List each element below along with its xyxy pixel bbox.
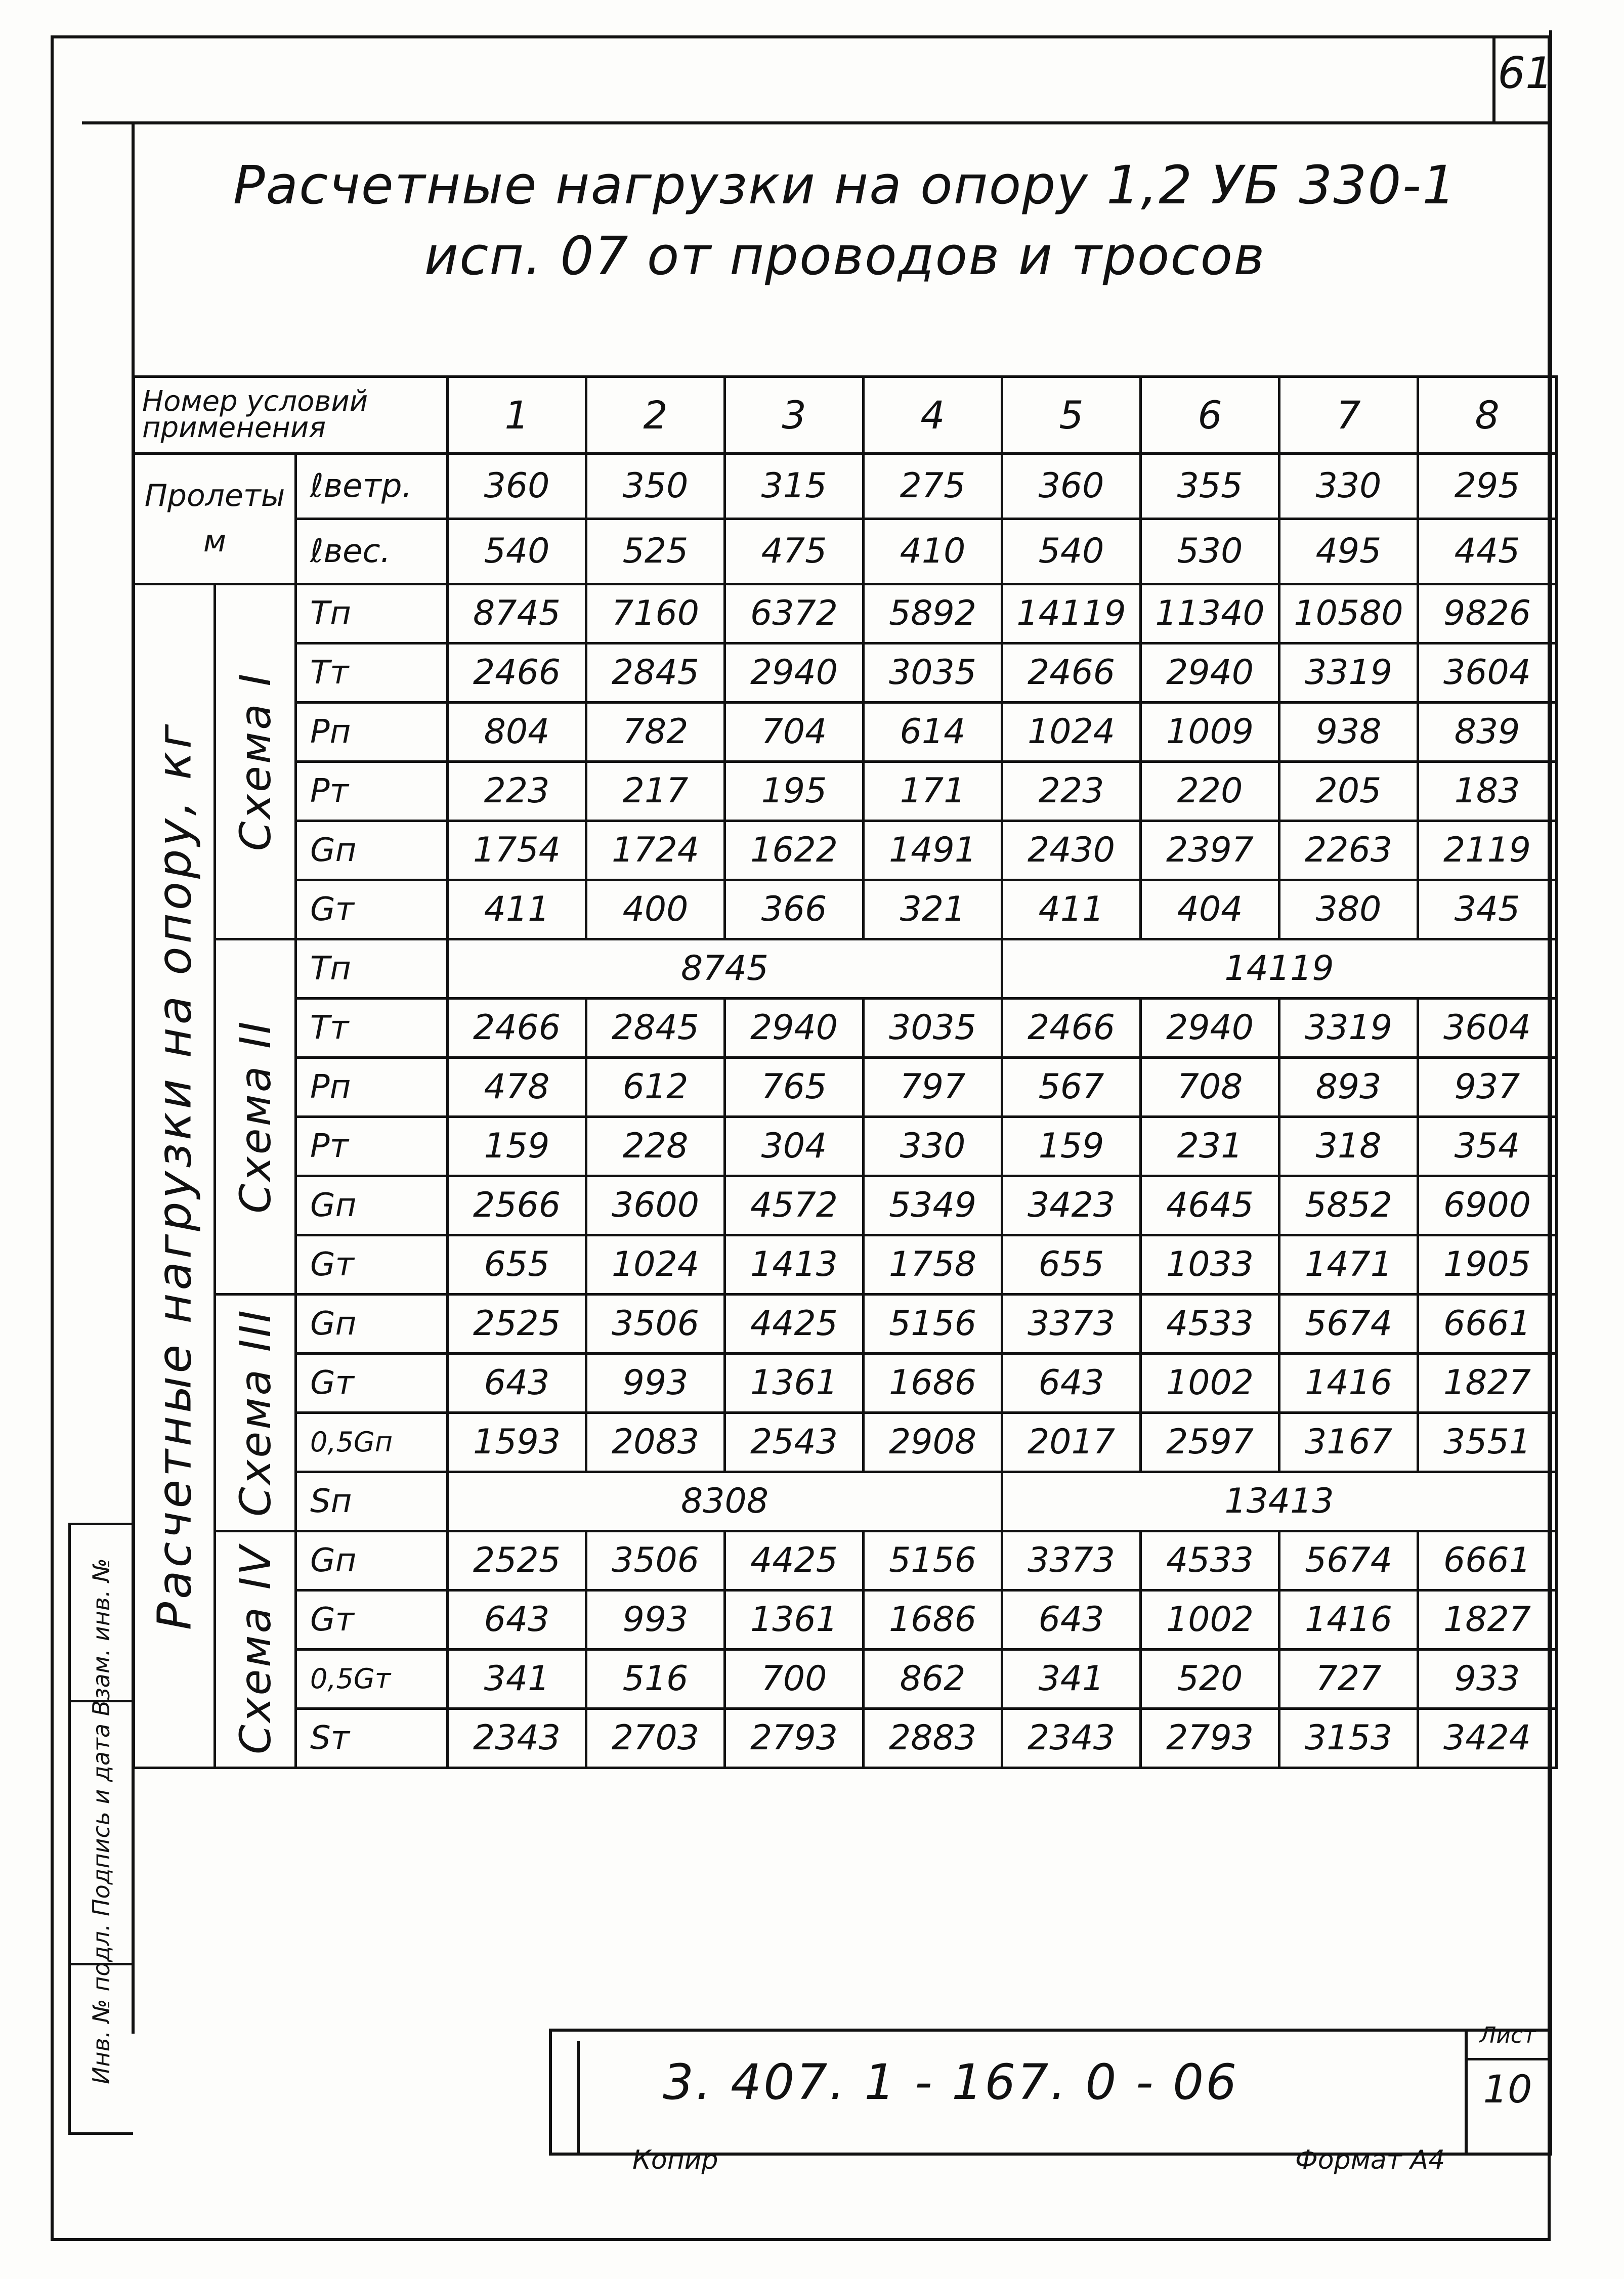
cell: 360 [1002,453,1141,519]
param-label: Gт [296,1235,448,1294]
cell: 839 [1418,702,1557,761]
cell: 275 [864,453,1002,519]
cell: 2543 [725,1412,864,1472]
cell: 1754 [448,821,586,880]
cell: 567 [1002,1057,1141,1116]
cell: 9826 [1418,584,1557,643]
cell: 993 [586,1590,725,1649]
cell: 3373 [1002,1294,1141,1353]
cell: 765 [725,1057,864,1116]
param-label: Gп [296,821,448,880]
cell: 5156 [864,1294,1002,1353]
scheme2-row [134,939,1557,998]
header-label: Номер условий применения [134,377,448,454]
cell: 3319 [1279,643,1418,702]
cell: 231 [1141,1116,1279,1176]
cell: 411 [448,880,586,939]
title-block-sheet-line [1465,2058,1552,2060]
cell: 11340 [1141,584,1279,643]
cell: 2430 [1002,821,1141,880]
param-label: Рт [296,1116,448,1176]
cell: 159 [448,1116,586,1176]
cell: 478 [448,1057,586,1116]
param-label: Sп [296,1472,448,1531]
merged-cell: 14119 [1002,939,1557,998]
scheme1-row [134,702,1557,761]
cell: 655 [1002,1235,1141,1294]
cell: 350 [586,453,725,519]
scheme1-row [134,821,1557,880]
cell: 1416 [1279,1353,1418,1412]
param-label: Рт [296,761,448,821]
cell: 700 [725,1649,864,1708]
cell: 1827 [1418,1590,1557,1649]
scheme4-row [134,1649,1557,1708]
param-label: 0,5Gт [296,1649,448,1708]
left-border [51,35,54,2241]
cell: 220 [1141,761,1279,821]
cell: 3506 [586,1294,725,1353]
document-code: 3. 407. 1 - 167. 0 - 06 [663,2054,1239,2111]
side-stamp-text: Инв. № подл. Подпись и дата Взам. инв. № [88,1558,115,2084]
col-header: 2 [586,377,725,454]
cell: 2397 [1141,821,1279,880]
cell: 4645 [1141,1176,1279,1235]
title-line-1: Расчетные нагрузки на опору 1,2 УБ 330-1 [233,154,1457,216]
scheme2-row [134,1176,1557,1235]
cell: 14119 [1002,584,1141,643]
cell: 3551 [1418,1412,1557,1472]
cell: 3600 [586,1176,725,1235]
scheme1-row [134,761,1557,821]
cell: 1491 [864,821,1002,880]
cell: 2083 [586,1412,725,1472]
param-label: ℓветр. [296,453,448,519]
param-label: Sт [296,1708,448,1768]
cell: 321 [864,880,1002,939]
cell: 2793 [725,1708,864,1768]
cell: 2940 [1141,643,1279,702]
cell: 1593 [448,1412,586,1472]
cell: 1416 [1279,1590,1418,1649]
cell: 5674 [1279,1294,1418,1353]
cell: 330 [1279,453,1418,519]
cell: 3373 [1002,1531,1141,1590]
cell: 614 [864,702,1002,761]
col-header: 5 [1002,377,1141,454]
cell: 3423 [1002,1176,1141,1235]
cell: 2908 [864,1412,1002,1472]
cell: 6372 [725,584,864,643]
cell: 5156 [864,1531,1002,1590]
loads-vertical-label: Расчетные нагрузки на опору, кг [134,584,215,1768]
title-block-left [549,2029,552,2155]
param-label: Рп [296,1057,448,1116]
merged-cell: 8308 [448,1472,1002,1531]
cell: 495 [1279,519,1418,584]
cell: 1471 [1279,1235,1418,1294]
cell: 7160 [586,584,725,643]
stamp-line [68,2132,133,2135]
cell: 8745 [448,584,586,643]
sheet-number: 10 [1483,2067,1532,2112]
cell: 2466 [1002,643,1141,702]
cell: 2343 [448,1708,586,1768]
param-label: Тп [296,584,448,643]
param-label: Тт [296,998,448,1057]
param-label: Gт [296,1353,448,1412]
cell: 782 [586,702,725,761]
cell: 183 [1418,761,1557,821]
cell: 933 [1418,1649,1557,1708]
cell: 3604 [1418,643,1557,702]
scheme4-row [134,1531,1557,1590]
cell: 6661 [1418,1294,1557,1353]
cell: 318 [1279,1116,1418,1176]
scheme1-row [134,584,1557,643]
cell: 704 [725,702,864,761]
cell: 5852 [1279,1176,1418,1235]
cell: 404 [1141,880,1279,939]
cell: 2263 [1279,821,1418,880]
cell: 2883 [864,1708,1002,1768]
cell: 345 [1418,880,1557,939]
cell: 295 [1418,453,1557,519]
cell: 2845 [586,643,725,702]
sheet-label: Лист [1479,2023,1536,2048]
cell: 2703 [586,1708,725,1768]
cell: 3167 [1279,1412,1418,1472]
cell: 2343 [1002,1708,1141,1768]
cell: 797 [864,1057,1002,1116]
cell: 5674 [1279,1531,1418,1590]
cell: 2017 [1002,1412,1141,1472]
cell: 366 [725,880,864,939]
cell: 1827 [1418,1353,1557,1412]
stamp-line [68,1523,71,2135]
cell: 195 [725,761,864,821]
bottom-border [51,2238,1551,2241]
cell: 400 [586,880,725,939]
cell: 993 [586,1353,725,1412]
cell: 1361 [725,1590,864,1649]
scheme3-row [134,1353,1557,1412]
param-label: Gт [296,1590,448,1649]
cell: 171 [864,761,1002,821]
cell: 2597 [1141,1412,1279,1472]
cell: 217 [586,761,725,821]
cell: 1905 [1418,1235,1557,1294]
cell: 4533 [1141,1294,1279,1353]
cell: 938 [1279,702,1418,761]
cell: 1413 [725,1235,864,1294]
cell: 804 [448,702,586,761]
cell: 228 [586,1116,725,1176]
cell: 411 [1002,880,1141,939]
cell: 2566 [448,1176,586,1235]
spans-group-label: Пролеты [144,478,285,514]
inner-frame-top [82,121,1552,124]
cell: 4533 [1141,1531,1279,1590]
spans-label [134,453,296,584]
col-header: 7 [1279,377,1418,454]
scheme1-row [134,643,1557,702]
param-label: Gп [296,1294,448,1353]
cell: 2525 [448,1294,586,1353]
cell: 355 [1141,453,1279,519]
cell: 2845 [586,998,725,1057]
cell: 330 [864,1116,1002,1176]
scheme2-row [134,1235,1557,1294]
cell: 643 [1002,1590,1141,1649]
cell: 862 [864,1649,1002,1708]
cell: 612 [586,1057,725,1116]
cell: 2119 [1418,821,1557,880]
cell: 1622 [725,821,864,880]
cell: 1686 [864,1353,1002,1412]
cell: 1033 [1141,1235,1279,1294]
param-label: 0,5Gп [296,1412,448,1472]
col-header: 3 [725,377,864,454]
scheme4-row [134,1708,1557,1768]
col-header: 4 [864,377,1002,454]
param-label: Gп [296,1531,448,1590]
stamp-line [68,1523,133,1525]
cell: 2793 [1141,1708,1279,1768]
page-number: 61 [1498,48,1553,99]
cell: 2940 [725,998,864,1057]
cell: 1361 [725,1353,864,1412]
cell: 6900 [1418,1176,1557,1235]
cell: 643 [1002,1353,1141,1412]
cell: 1024 [586,1235,725,1294]
cell: 643 [448,1353,586,1412]
cell: 3506 [586,1531,725,1590]
cell: 1758 [864,1235,1002,1294]
cell: 10580 [1279,584,1418,643]
cell: 655 [448,1235,586,1294]
cell: 1686 [864,1590,1002,1649]
cell: 3035 [864,998,1002,1057]
cell: 1724 [586,821,725,880]
cell: 205 [1279,761,1418,821]
copied-by: Копир [632,2145,718,2175]
col-header: 6 [1141,377,1279,454]
cell: 223 [1002,761,1141,821]
scheme3-label: Схема III [215,1294,296,1531]
title-block-inner [577,2041,580,2155]
cell: 2940 [725,643,864,702]
cell: 1024 [1002,702,1141,761]
title-block-sheet-divider [1465,2029,1468,2155]
cell: 410 [864,519,1002,584]
cell: 2466 [448,998,586,1057]
scheme4-label: Схема IV [215,1531,296,1768]
scheme2-row [134,1116,1557,1176]
cell: 3604 [1418,998,1557,1057]
cell: 223 [448,761,586,821]
header-row [134,377,1557,454]
cell: 5892 [864,584,1002,643]
cell: 530 [1141,519,1279,584]
cell: 2525 [448,1531,586,1590]
cell: 380 [1279,880,1418,939]
cell: 3153 [1279,1708,1418,1768]
cell: 354 [1418,1116,1557,1176]
scheme1-label: Схема I [215,584,296,939]
cell: 937 [1418,1057,1557,1116]
page-number-box [1492,35,1495,121]
cell: 643 [448,1590,586,1649]
scheme3-row [134,1294,1557,1353]
cell: 516 [586,1649,725,1708]
cell: 2466 [1002,998,1141,1057]
sheet-format: Формат А4 [1295,2145,1445,2175]
param-label: ℓвес. [296,519,448,584]
cell: 727 [1279,1649,1418,1708]
cell: 540 [1002,519,1141,584]
param-label: Gп [296,1176,448,1235]
cell: 520 [1141,1649,1279,1708]
cell: 6661 [1418,1531,1557,1590]
param-label: Gт [296,880,448,939]
cell: 445 [1418,519,1557,584]
scheme4-row [134,1590,1557,1649]
cell: 360 [448,453,586,519]
cell: 540 [448,519,586,584]
top-border [51,35,1551,38]
loads-table [133,375,1558,1769]
cell: 893 [1279,1057,1418,1116]
cell: 5349 [864,1176,1002,1235]
cell: 1002 [1141,1353,1279,1412]
cell: 315 [725,453,864,519]
cell: 1009 [1141,702,1279,761]
cell: 4425 [725,1531,864,1590]
cell: 3035 [864,643,1002,702]
merged-cell: 8745 [448,939,1002,998]
col-header: 8 [1418,377,1557,454]
param-label: Тп [296,939,448,998]
cell: 525 [586,519,725,584]
col-header: 1 [448,377,586,454]
cell: 3319 [1279,998,1418,1057]
cell: 1002 [1141,1590,1279,1649]
cell: 4572 [725,1176,864,1235]
spans-unit: м [203,524,227,560]
scheme2-row [134,1057,1557,1116]
scheme3-row [134,1412,1557,1472]
cell: 341 [448,1649,586,1708]
cell: 3424 [1418,1708,1557,1768]
param-label: Тт [296,643,448,702]
param-label: Рп [296,702,448,761]
cell: 159 [1002,1116,1141,1176]
cell: 475 [725,519,864,584]
cell: 708 [1141,1057,1279,1116]
scheme2-row [134,998,1557,1057]
title-line-2: исп. 07 от проводов и тросов [424,225,1266,287]
scheme1-row [134,880,1557,939]
title-block-top [549,2029,1552,2032]
span-row [134,453,1557,519]
scheme2-label: Схема II [215,939,296,1294]
cell: 341 [1002,1649,1141,1708]
cell: 304 [725,1116,864,1176]
cell: 2466 [448,643,586,702]
span-row [134,519,1557,584]
merged-cell: 13413 [1002,1472,1557,1531]
cell: 2940 [1141,998,1279,1057]
cell: 4425 [725,1294,864,1353]
scheme3-row [134,1472,1557,1531]
